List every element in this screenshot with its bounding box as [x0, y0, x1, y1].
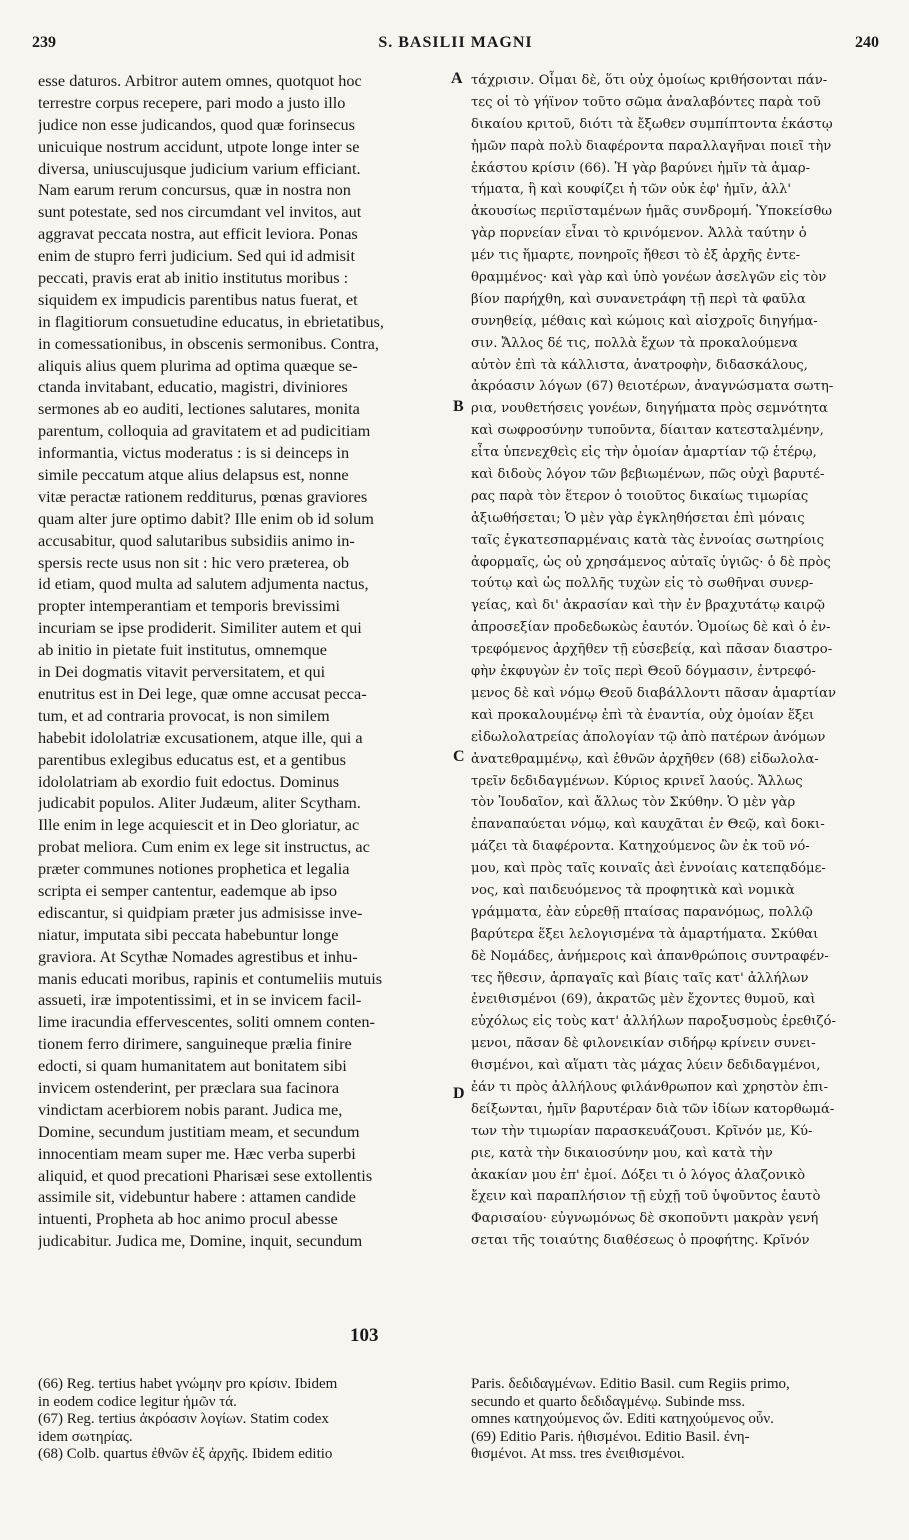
- latin-text-line: unicuique nostrum accidunt, utpote longe inter se: [38, 136, 360, 156]
- section-marker-d: D: [453, 1085, 465, 1102]
- latin-text-line: in flagitiorum consuetudine educatus, in ebrietatibus,: [38, 311, 384, 331]
- greek-text-line: ταῖς ἐγκατεσπαρμέναις κατὰ τὰς ἐννοίας σωτηρίοις: [471, 532, 824, 548]
- page-number-right: 240: [855, 34, 879, 51]
- footnote-line: θισμένοι. At mss. tres ἐνειθισμένοι.: [471, 1446, 685, 1462]
- greek-text-line: μου, καὶ πρὸς ταῖς κοιναῖς ἀεὶ ἐννοίαις κατεπᾳδόμε-: [471, 861, 826, 877]
- latin-text-line: Ille enim in lege acquiescit et in Deo gloriatur, ac: [38, 815, 360, 835]
- latin-text-line: peccati, pravis erat ab initio institutus moribus :: [38, 268, 349, 288]
- greek-text-line: των τὴν τιμωρίαν παρασκευάζουσι. Κρῖνόν με, Κύ-: [471, 1123, 813, 1139]
- greek-text-line: τάχρισιν. Οἶμαι δὲ, ὅτι οὐχ ὁμοίως κριθήσονται πάν-: [471, 73, 828, 88]
- latin-text-line: vindictam acerbiorem nobis parant. Judica me,: [38, 1099, 343, 1119]
- greek-text-line: ἀκρόασιν λόγων (67) θειοτέρων, ἀναγνώσματα σωτη-: [471, 379, 834, 395]
- greek-text-line: συνηθείᾳ, μέθαις καὶ κώμοις καὶ αἰσχροῖς διηγήμα-: [471, 313, 818, 329]
- footnote-line: (66) Reg. tertius habet γνώμην pro κρίσιν. Ibidem: [38, 1376, 338, 1392]
- greek-text-line: σιν. Ἄλλος δέ τις, πολλὰ ἔχων τὰ προκαλούμενα: [471, 335, 798, 351]
- latin-text-line: enim de stupro ferri judicium. Sed qui id admisit: [38, 246, 355, 266]
- greek-text-line: ἐάν τι πρὸς ἀλλήλους φιλάνθρωπον καὶ χρηστὸν ἐπι-: [471, 1079, 829, 1095]
- greek-text-line: ἐπαναπαύεται νόμῳ, καὶ καυχᾶται ἐν Θεῷ, καὶ δοκι-: [471, 817, 825, 833]
- footnotes-left: [38, 1376, 449, 1464]
- footnote-line: Paris. δεδιδαγμένων. Editio Basil. cum Regiis primo,: [471, 1376, 790, 1392]
- latin-column: [38, 70, 449, 1252]
- greek-text-line: μενοι, πᾶσαν δὲ φιλονεικίαν σιδήρῳ κρίνειν συνει-: [471, 1036, 816, 1052]
- greek-text-line: φὴν ἐκφυγὼν ἐν τοῖς περὶ Θεοῦ δόγμασιν, ἐντρεφό-: [471, 664, 816, 680]
- greek-text-line: ἔχειν καὶ παραπλήσιον τῇ εὐχῇ τοῦ ὑψοῦντος ἑαυτὸ: [471, 1189, 821, 1205]
- footnotes-right: [471, 1376, 899, 1464]
- latin-text-line: præter communes notiones prophetica et legalia: [38, 859, 350, 879]
- latin-text-line: aggravat peccata nostra, aut efficit leviora. Ponas: [38, 224, 358, 244]
- latin-text-line: assimile sit, videbuntur habere : attamen candide: [38, 1187, 356, 1207]
- greek-text-line: γὰρ πορνείαν εἶναι τὸ κρινόμενον. Ἀλλὰ ταύτην ὁ: [471, 226, 807, 242]
- footnote-line: in eodem codice legitur ἡμῶν τά.: [38, 1393, 237, 1410]
- greek-text-line: βίον παρήχθη, καὶ συνανετράφη τῇ περὶ τὰ φαῦλα: [471, 291, 806, 307]
- greek-text-line: ἀπροσεξίαν προδεδωκὼς ἑαυτόν. Ὁμοίως δὲ καὶ ὁ ἐν-: [471, 620, 831, 636]
- footnote-line: omnes κατηχούμενος ὤν. Editi κατηχούμενος οὖν.: [471, 1411, 774, 1427]
- running-title: S. BASILII MAGNI: [378, 34, 533, 51]
- greek-text-line: δὲ Νομάδες, ἀνήμεροις καὶ ἀπανθρώποις συντραφέν-: [471, 948, 829, 964]
- greek-text-line: μάζει τὰ διαφέροντα. Κατηχούμενος ὢν ἐκ τοῦ νό-: [471, 839, 810, 855]
- latin-text-line: siquidem ex impudicis parentibus natus fuerat, et: [38, 289, 358, 309]
- latin-text-line: ediscantur, si quidpiam præter jus admisisse inve-: [38, 902, 363, 922]
- greek-text-line: γείας, καὶ δι' ἀκρασίαν καὶ τὴν ἐν βραχυτάτῳ καιρῷ: [471, 598, 825, 614]
- latin-text-line: lime iracundia effervescentes, soliti omnem conten-: [38, 1012, 375, 1032]
- greek-text-line: Φαρισαίου· εὐγνωμόνως δὲ σκοποῦντι μακρὰν γενή: [471, 1211, 819, 1227]
- latin-text-line: ctanda invitabant, educatio, magistri, diviniores: [38, 377, 348, 397]
- latin-text-line: judicabit populos. Aliter Judæum, aliter Scytham.: [38, 793, 361, 813]
- latin-text-line: parentum, colloquia ad gravitatem et ad pudicitiam: [38, 421, 371, 441]
- greek-text-line: τες ἤθεσιν, ἁρπαγαῖς καὶ βίαις ταῖς κατ' ἀλλήλων: [471, 970, 809, 986]
- footnote-line: idem σωτηρίας.: [38, 1428, 133, 1445]
- greek-text-line: νος, καὶ παιδευόμενος τὰ προφητικὰ καὶ νομικὰ: [471, 882, 795, 898]
- greek-text-line: ἐνειθισμένοι (69), ἀκρατῶς μὲν ἔχοντες θυμοῦ, καὶ: [471, 992, 816, 1008]
- signature-mark: 103: [350, 1325, 379, 1346]
- latin-text-line: sermones ab eo auditi, lectiones salutares, monita: [38, 399, 360, 419]
- greek-text-line: δείξωνται, ἡμῖν βαρυτέραν διὰ τῶν ἰδίων κατορθωμά-: [471, 1101, 835, 1117]
- latin-text-line: assueti, iræ impotentissimi, et in se invicem facil-: [38, 990, 362, 1010]
- latin-text-line: tionem ferro dirimere, sanguineque prælia finire: [38, 1034, 352, 1054]
- page-number-left: 239: [32, 34, 56, 51]
- page-header: [32, 34, 879, 58]
- latin-text-line: id etiam, quod multa ad salutem adjumenta nactus,: [38, 574, 369, 594]
- greek-text-line: ἀκουσίως περιϊσταμένων ἡμᾶς συνδρομή. Ὑποκείσθω: [471, 204, 833, 220]
- latin-text-line: ab initio in pietate fuit institutus, omnemque: [38, 640, 327, 660]
- footnote-line: secundo et quarto δεδιδαγμένῳ. Subinde mss.: [471, 1393, 746, 1410]
- greek-text-line: μενος δὲ καὶ νόμῳ Θεοῦ διαβάλλοντι πᾶσαν ἁμαρτίαν: [471, 685, 837, 701]
- latin-text-line: incuriam se ipse prodiderit. Similiter autem et qui: [38, 618, 362, 638]
- latin-text-line: diversa, uniuscujusque judicium varium efficiant.: [38, 158, 361, 178]
- latin-text-line: sunt potestate, sed nos circumdant vel invitos, aut: [38, 202, 362, 222]
- latin-text-line: tum, et ad contraria provocat, is non similem: [38, 705, 330, 725]
- latin-text-line: esse daturos. Arbitror autem omnes, quotquot hoc: [38, 71, 362, 90]
- latin-text-line: enutritus est in Dei lege, quæ omne accusat pecca-: [38, 683, 367, 703]
- latin-text-line: aliquis alius quem plurima ad optima quæque se-: [38, 355, 358, 375]
- latin-text-line: judicabitur. Judica me, Domine, inquit, secundum: [38, 1231, 363, 1251]
- greek-text-line: ἀνατεθραμμένῳ, καὶ ἐθνῶν ἀρχῆθεν (68) εἰδωλολα-: [471, 751, 819, 767]
- latin-text-line: edocti, si quam humanitatem aut bonitatem sibi: [38, 1056, 347, 1076]
- latin-text-line: idololatriam ab exordio fuit edoctus. Dominus: [38, 771, 340, 791]
- greek-text-line: αὐτὸν ἐπὶ τὰ κάλλιστα, ἀνατροφὴν, διδασκάλους,: [471, 357, 808, 373]
- latin-text-line: intuenti, Propheta ab hoc animo procul abesse: [38, 1209, 338, 1229]
- greek-text-line: ἀξιωθήσεται; Ὁ μὲν γὰρ ἐγκληθήσεται ἐπὶ μόναις: [471, 510, 805, 526]
- latin-text-line: graviora. At Scythæ Nomades agrestibus et inhu-: [38, 946, 358, 966]
- latin-text-line: parentibus exlegibus educatus est, et a gentibus: [38, 749, 346, 769]
- greek-text-line: καὶ προκαλουμένῳ ἐπὶ τὰ ἐναντία, οὐχ ὁμοίαν ἕξει: [471, 707, 815, 723]
- footnote-line: (69) Editio Paris. ἠθισμένοι. Editio Basil. ἐνη-: [471, 1428, 750, 1445]
- greek-text-line: καὶ σωφροσύνην τυποῦντα, δίαιταν κατεσταλμένην,: [471, 423, 824, 439]
- latin-text-line: invicem ostenderint, per præclara sua facinora: [38, 1077, 340, 1097]
- latin-text-line: Domine, secundum justitiam meam, et secundum: [38, 1121, 360, 1141]
- greek-text-line: τὸν Ἰουδαῖον, καὶ ἄλλως τὸν Σκύθην. Ὁ μὲν γὰρ: [471, 795, 796, 811]
- latin-text-line: vitæ peractæ rationem redditurus, pœnas graviores: [38, 486, 368, 506]
- latin-text-line: habebit idololatriæ excusationem, atque ille, qui a: [38, 727, 363, 747]
- greek-text-line: γράμματα, ἐὰν εὑρεθῇ πταίσας παρανόμως, πολλῷ: [471, 904, 813, 920]
- latin-text-line: Nam earum rerum concursus, quæ in nostra non: [38, 180, 351, 200]
- greek-text-line: τρεφόμενος ἀρχῆθεν τῇ εὐσεβείᾳ, καὶ πᾶσαν διαστρο-: [471, 642, 833, 658]
- greek-text-line: θισμένοι, καὶ αἵματι τὰς μάχας λύειν δεδιδαγμένοι,: [471, 1058, 821, 1074]
- greek-text-line: εὐχόλως εἰς τοὺς κατ' ἀλλήλων παροξυσμοὺς ἐρεθιζό-: [471, 1014, 836, 1030]
- greek-text-line: ἡμῶν παρὰ πολὺ διαφέροντα παραλλαγῆναι ποιεῖ τὴν: [471, 138, 832, 154]
- greek-text-line: βαρύτερα ἕξει λελογισμένα τὰ ἁμαρτήματα. Σκύθαι: [471, 926, 819, 942]
- latin-text-line: spersis recte usus non sit : hic vero præterea, ob: [38, 552, 350, 572]
- latin-text-line: in comessationibus, in obscenis sermonibus. Contra,: [38, 333, 379, 353]
- latin-text-line: scripta ei semper cantentur, eademque ab ipso: [38, 880, 338, 900]
- greek-text-line: ριε, κατὰ τὴν δικαιοσύνην μου, καὶ κατὰ τὴν: [471, 1145, 773, 1161]
- section-marker-b: B: [453, 398, 464, 415]
- latin-text-line: terrestre corpus recepere, pari modo a justo illo: [38, 92, 346, 112]
- section-marker-c: C: [453, 748, 465, 765]
- greek-text-line: ρας παρὰ τὸν ἕτερον ὁ τοιοῦτος δικαίως τιμωρίας: [471, 488, 809, 504]
- greek-text-line: τήματα, ἢ καὶ κουφίζει ἡ τῶν οὐκ ἐφ' ἡμῖν, ἀλλ': [471, 182, 791, 198]
- footnote-line: (68) Colb. quartus ἐθνῶν ἐξ ἀρχῆς. Ibidem editio: [38, 1446, 333, 1462]
- latin-text-line: in Dei dogmatis vitavit perversitatem, et qui: [38, 662, 326, 682]
- greek-text-line: ρια, νουθετήσεις γονέων, διηγήματα πρὸς σεμνότητα: [471, 401, 828, 417]
- greek-text-line: τες οἱ τὸ γήϊνον τοῦτο σῶμα ἀναλαβόντες παρὰ τοῦ: [471, 94, 821, 110]
- latin-text-line: informantia, victus moderatus : is si deinceps in: [38, 443, 350, 463]
- greek-text-line: ἑκάστου κρίσιν (66). Ἡ γὰρ βαρύνει ἡμῖν τὰ ἁμαρ-: [471, 160, 811, 176]
- latin-text-line: innocentiam meam super me. Hæc verba superbi: [38, 1143, 356, 1163]
- latin-text-line: simile peccatum atque alius delapsus est, nonne: [38, 465, 349, 485]
- greek-text-line: καὶ διδοὺς λόγον τῶν βεβιωμένων, πῶς οὐχὶ βαρυτέ-: [471, 467, 825, 483]
- greek-text-line: εἶτα ὑπενεχθεὶς εἰς τὴν ὁμοίαν ἁμαρτίαν τῷ ἑτέρῳ,: [471, 445, 817, 461]
- greek-text-line: ἀκακίαν μου ἐπ' ἐμοί. Δόξει τι ὁ λόγος ἀλαζονικὸ: [471, 1167, 806, 1183]
- latin-text-line: quam alter jure optimo dabit? Ille enim ob id solum: [38, 508, 374, 528]
- latin-text-line: probat meliora. Cum enim ex lege sit instructus, ac: [38, 837, 370, 857]
- section-marker-a: A: [451, 70, 463, 87]
- greek-text-line: θραμμένος· καὶ γὰρ καὶ ὑπὸ γονέων ἀσελγῶν εἰς τὸν: [471, 270, 827, 286]
- latin-text-line: aliquid, et quod precationi Pharisæi sese extollentis: [38, 1165, 373, 1185]
- latin-text-line: niatur, imputata sibi peccata habebuntur longe: [38, 924, 339, 944]
- greek-text-line: μέν τις ἥμαρτε, πονηροῖς ἤθεσι τὸ ἐξ ἀρχῆς ἐντε-: [471, 248, 801, 264]
- latin-text-line: manis educati moribus, rapinis et contumeliis mutuis: [38, 968, 383, 988]
- greek-column: [471, 70, 899, 1252]
- greek-text-line: τρεῖν δεδιδαγμένων. Κύριος κρινεῖ λαούς. Ἄλλως: [471, 773, 803, 789]
- greek-text-line: τούτῳ καὶ ὡς πολλῆς τυχὼν εἰς τὸ σωθῆναι συνερ-: [471, 576, 814, 592]
- latin-text-line: judice non esse judicandos, quod quæ forinsecus: [38, 114, 355, 134]
- latin-text-line: accusabitur, quod salutaribus subsidiis animo in-: [38, 530, 355, 550]
- latin-text-line: propter intemperantiam et temporis brevissimi: [38, 596, 341, 616]
- footnote-line: (67) Reg. tertius ἀκρόασιν λογίων. Statim codex: [38, 1411, 329, 1427]
- greek-text-line: ἀφορμαῖς, ὡς οὐ χρησάμενος αὐταῖς ὑγιῶς· ὁ δὲ πρὸς: [471, 554, 831, 570]
- greek-text-line: δικαίου κριτοῦ, διότι τὰ ἔξωθεν συμπίπτοντα ἑκάστῳ: [471, 116, 833, 132]
- greek-text-line: σεται τῆς τοιαύτης διαθέσεως ὁ προφήτης. Κρῖνόν: [471, 1233, 810, 1249]
- greek-text-line: εἰδωλολατρείας ἀπολογίαν τῷ ἀπὸ πατέρων ἀνόμων: [471, 729, 826, 745]
